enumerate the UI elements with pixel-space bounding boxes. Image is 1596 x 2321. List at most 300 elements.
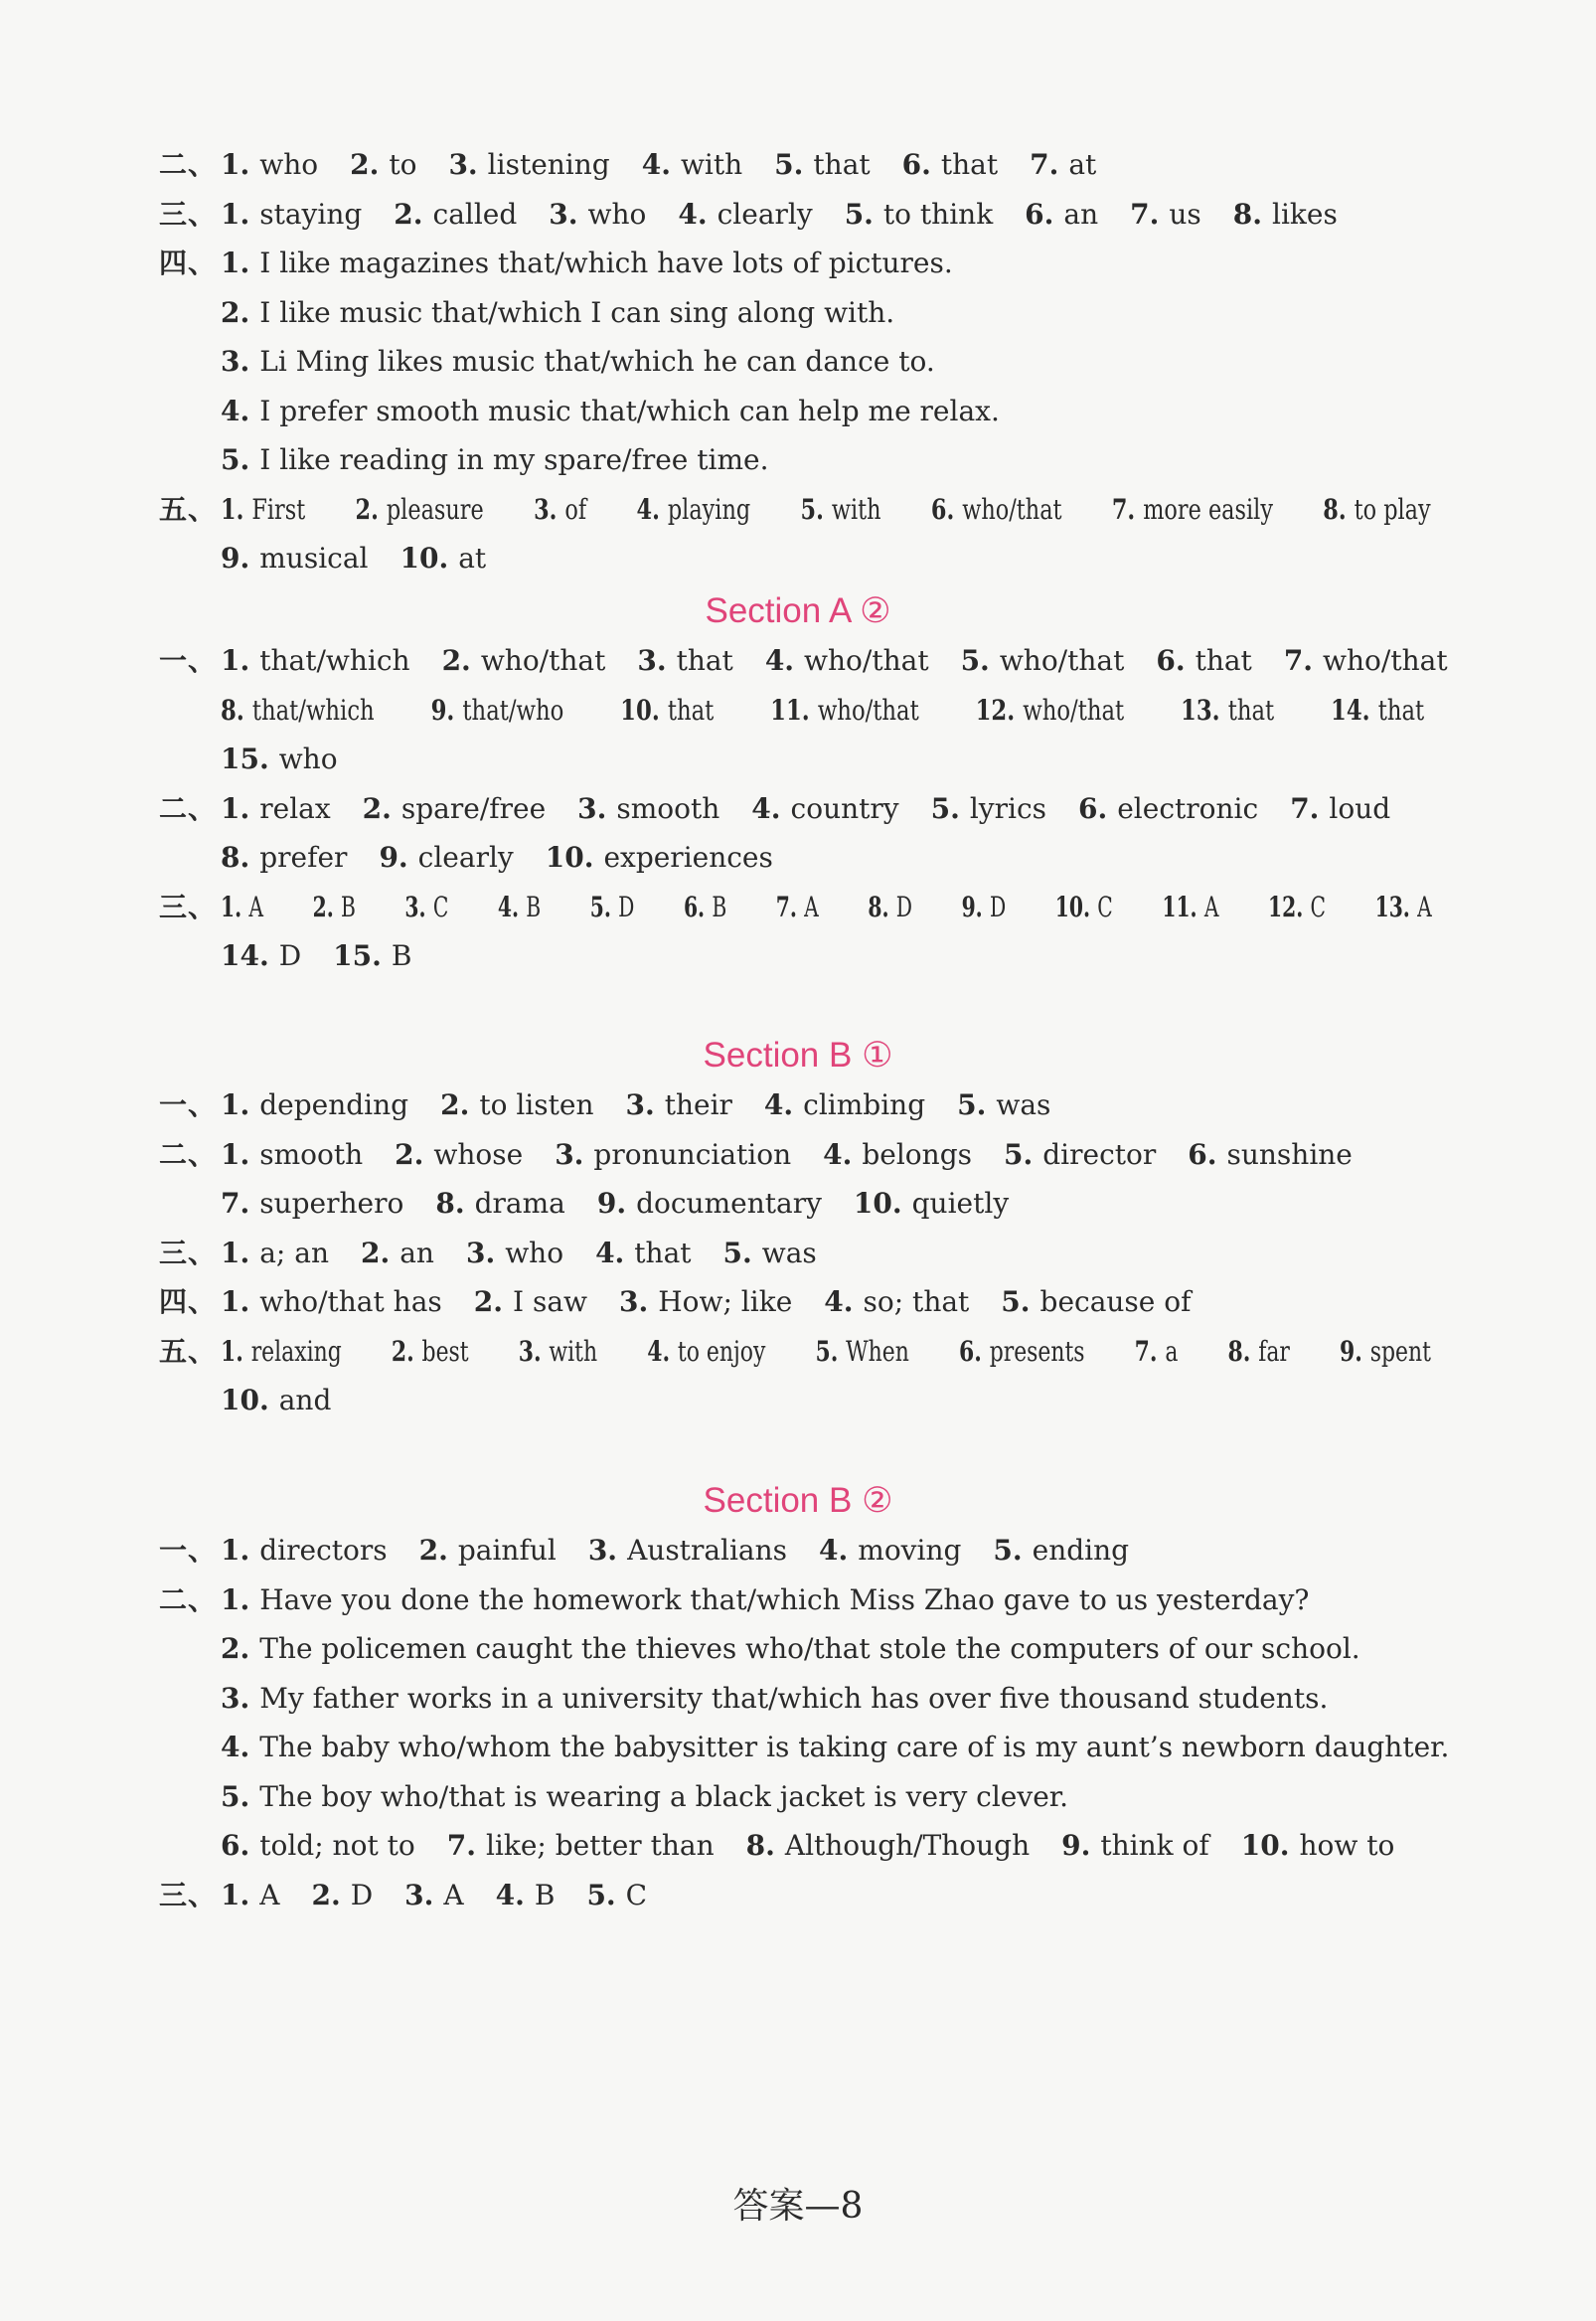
answer-text: a; an: [259, 1237, 329, 1269]
answer-text: relax: [259, 792, 331, 825]
answer-text: that: [1227, 694, 1275, 727]
answer-number: 2.: [394, 198, 423, 231]
answer-text: smooth: [259, 1138, 364, 1171]
answer-line: [0, 1179, 1596, 1229]
answer-number: 8.: [1232, 198, 1263, 231]
answer-item: [1112, 485, 1273, 535]
answer-text: lyrics: [969, 792, 1046, 825]
answer-text: D: [618, 891, 635, 923]
answer-line: [0, 1277, 1596, 1327]
answer-items: [221, 288, 926, 338]
answer-number: 2.: [355, 493, 379, 526]
answer-text: First: [251, 493, 306, 526]
answer-number: 2.: [311, 1879, 341, 1911]
answer-number: 1.: [221, 1583, 250, 1616]
answer-item: [637, 636, 732, 686]
answer-text: and: [278, 1384, 332, 1416]
answer-number: 4.: [221, 395, 250, 427]
answer-text: clearly: [417, 841, 514, 874]
answer-item: [555, 1130, 791, 1180]
exercise-label: 三、: [159, 1879, 218, 1911]
answer-number: 9.: [1061, 1829, 1091, 1862]
answer-text: to play: [1354, 493, 1431, 526]
answer-item: [221, 1229, 329, 1278]
answer-items: [221, 485, 1481, 535]
answer-number: 2.: [362, 792, 392, 825]
answer-item: [333, 931, 411, 981]
answer-text: A: [248, 891, 264, 923]
answer-number: 2.: [312, 891, 334, 923]
answer-text: C: [432, 891, 449, 923]
answer-text: that: [634, 1237, 692, 1269]
answer-text: playing: [667, 493, 751, 526]
exercise-label: 三、: [159, 198, 218, 231]
answer-line: [0, 1723, 1596, 1772]
answer-items: [221, 337, 967, 387]
answer-item: [647, 1327, 765, 1377]
answer-item: [221, 1327, 342, 1377]
answer-item: [466, 1229, 563, 1278]
answer-text: think of: [1100, 1829, 1209, 1862]
page-footer: 答案—8: [732, 2186, 864, 2227]
answer-text: spent: [1369, 1335, 1431, 1368]
answer-number: 8.: [221, 841, 250, 874]
answer-text: C: [1310, 891, 1327, 923]
answer-number: 10.: [221, 1384, 269, 1416]
answer-number: 2.: [221, 296, 250, 329]
answer-line: [0, 686, 1596, 736]
answer-number: 4.: [751, 792, 781, 825]
exercise-label: 二、: [159, 1583, 218, 1616]
answer-number: 8.: [745, 1829, 775, 1862]
answer-items: [221, 1624, 1392, 1674]
answer-number: 3.: [448, 148, 478, 181]
exercise-label: 四、: [159, 1285, 218, 1318]
answer-number: 3.: [555, 1138, 584, 1171]
answer-items: [221, 1821, 1426, 1871]
answer-number: 6.: [901, 148, 931, 181]
answer-item: [399, 534, 486, 583]
answer-items: [221, 1772, 1100, 1822]
answer-number: 5.: [800, 493, 824, 526]
answer-line: [0, 1376, 1596, 1425]
answer-item: [221, 1376, 331, 1425]
answer-text: D: [895, 891, 913, 923]
answer-number: 4.: [647, 1335, 671, 1368]
answer-text: Have you done the homework that/which Miss Zhao gave to us yesterday?: [259, 1583, 1310, 1616]
answer-item: [776, 883, 819, 932]
answer-text: like; better than: [485, 1829, 715, 1862]
answer-text: director: [1042, 1138, 1157, 1171]
answer-number: 5.: [722, 1237, 752, 1269]
answer-number: 5.: [957, 1088, 987, 1121]
answer-items: [221, 883, 1481, 932]
section-title: Section A ②: [705, 591, 891, 630]
answer-item: [363, 784, 547, 834]
answer-item: [1290, 784, 1390, 834]
exercise-label: 三、: [159, 891, 218, 923]
answer-line: [0, 387, 1596, 436]
answer-text: country: [790, 792, 899, 825]
answer-item: [1130, 190, 1201, 240]
answer-items: [221, 1080, 1082, 1130]
answer-number: 6.: [221, 1829, 250, 1862]
answer-text: The baby who/whom the babysitter is taking care of is my aunt’s newborn daughter.: [259, 1731, 1450, 1763]
answer-text: loud: [1329, 792, 1391, 825]
answer-item: [902, 140, 998, 190]
answer-text: When: [846, 1335, 909, 1368]
answer-item: [519, 1327, 597, 1377]
answer-text: staying: [259, 198, 363, 231]
answer-item: [221, 1526, 388, 1575]
answer-item: [221, 1080, 408, 1130]
answer-text: a: [1165, 1335, 1179, 1368]
answer-text: musical: [259, 542, 369, 575]
answer-number: 10.: [545, 841, 594, 874]
answer-text: an: [399, 1237, 434, 1269]
answer-item: [221, 1277, 442, 1327]
answer-number: 4.: [824, 1285, 854, 1318]
answer-line: [0, 883, 1596, 932]
answer-text: to listen: [479, 1088, 594, 1121]
answer-number: 7.: [775, 891, 797, 923]
answer-text: Australians: [627, 1534, 788, 1567]
answer-text: far: [1258, 1335, 1290, 1368]
answer-text: quietly: [911, 1187, 1010, 1220]
answer-number: 4.: [823, 1138, 853, 1171]
answer-item: [962, 883, 1007, 932]
answer-item: [448, 140, 609, 190]
answer-number: 3.: [577, 792, 607, 825]
answer-text: who/that has: [259, 1285, 442, 1318]
answer-number: 9.: [379, 841, 408, 874]
answer-line: [0, 1772, 1596, 1822]
answer-item: [1156, 636, 1251, 686]
answer-item: [442, 636, 606, 686]
answer-number: 5.: [960, 644, 990, 677]
answer-number: 9.: [1339, 1335, 1362, 1368]
answer-item: [770, 686, 919, 736]
answer-text: How; like: [658, 1285, 793, 1318]
answer-number: 6.: [1156, 644, 1186, 677]
section-title: Section B ②: [703, 1481, 893, 1520]
answer-line: [0, 485, 1596, 535]
answer-item: [395, 1130, 523, 1180]
answer-text: electronic: [1117, 792, 1259, 825]
answer-item: [845, 190, 993, 240]
answer-number: 1.: [221, 247, 250, 279]
answer-text: was: [996, 1088, 1051, 1121]
answer-item: [498, 883, 541, 932]
answer-text: that: [813, 148, 871, 181]
answer-item: [625, 1080, 731, 1130]
answer-item: [404, 1871, 463, 1920]
answer-text: C: [1097, 891, 1113, 923]
answer-item: [379, 833, 513, 883]
answer-number: 12.: [1268, 891, 1304, 923]
answer-line: [0, 1821, 1596, 1871]
answer-text: listening: [487, 148, 610, 181]
answer-item: [868, 883, 912, 932]
answer-item: [815, 1327, 908, 1377]
answer-text: called: [432, 198, 518, 231]
answer-number: 13.: [1374, 891, 1410, 923]
answer-item: [313, 883, 356, 932]
answer-text: sunshine: [1226, 1138, 1353, 1171]
answer-number: 7.: [1130, 198, 1160, 231]
answer-item: [221, 435, 768, 485]
answer-text: who/that: [1323, 644, 1448, 677]
answer-number: 12.: [975, 694, 1016, 727]
answer-item: [350, 140, 416, 190]
answer-text: relaxing: [250, 1335, 342, 1368]
answer-number: 6.: [1025, 198, 1054, 231]
answer-item: [221, 288, 894, 338]
answer-number: 10.: [1240, 1829, 1290, 1862]
answer-item: [361, 1229, 434, 1278]
answer-text: who: [505, 1237, 564, 1269]
answer-item: [221, 784, 331, 834]
answer-item: [221, 1871, 279, 1920]
answer-item: [221, 931, 301, 981]
answer-number: 5.: [1001, 1285, 1031, 1318]
answer-text: D: [989, 891, 1007, 923]
exercise-label: 三、: [159, 1237, 218, 1269]
answer-item: [404, 883, 448, 932]
answer-text: an: [1063, 198, 1099, 231]
answer-text: I saw: [513, 1285, 587, 1318]
answer-text: prefer: [259, 841, 348, 874]
answer-text: likes: [1272, 198, 1338, 231]
answer-number: 1.: [221, 792, 250, 825]
answer-text: to: [389, 148, 417, 181]
answer-text: whose: [433, 1138, 524, 1171]
answer-item: [474, 1277, 587, 1327]
answer-text: B: [526, 891, 542, 923]
answer-number: 15.: [221, 743, 269, 775]
answer-text: with: [549, 1335, 598, 1368]
answer-text: experiences: [603, 841, 773, 874]
answer-number: 4.: [763, 1088, 794, 1121]
answer-text: The boy who/that is wearing a black jacket is very clever.: [259, 1780, 1068, 1813]
answer-text: pronunciation: [593, 1138, 792, 1171]
answer-number: 10.: [620, 694, 660, 727]
answer-text: that: [1377, 694, 1425, 727]
answer-text: B: [712, 891, 727, 923]
answer-text: C: [625, 1879, 648, 1911]
answer-item: [221, 534, 368, 583]
answer-number: 4.: [678, 198, 708, 231]
answer-item: [1188, 1130, 1353, 1180]
answer-item: [636, 485, 750, 535]
answer-number: 10.: [1054, 891, 1091, 923]
answer-text: their: [664, 1088, 732, 1121]
answer-text: that/who: [462, 694, 564, 727]
answer-number: 1.: [221, 1335, 243, 1368]
answer-text: B: [391, 939, 412, 972]
answer-number: 1.: [221, 644, 250, 677]
answer-line: [0, 1229, 1596, 1278]
answer-items: [221, 931, 443, 981]
exercise-label: 五、: [159, 493, 218, 526]
answer-text: B: [340, 891, 356, 923]
answer-text: belongs: [862, 1138, 972, 1171]
answer-text: that/which: [251, 694, 375, 727]
answer-text: that: [940, 148, 999, 181]
answer-number: 5.: [774, 148, 804, 181]
answer-number: 9.: [961, 891, 983, 923]
answer-item: [1323, 485, 1430, 535]
answer-line: [0, 1130, 1596, 1180]
answer-item: [221, 1674, 1328, 1724]
answer-item: [221, 387, 1000, 436]
answer-text: superhero: [259, 1187, 404, 1220]
answer-text: because of: [1039, 1285, 1192, 1318]
answer-item: [588, 1526, 787, 1575]
answer-number: 3.: [587, 1534, 618, 1567]
answer-text: who/that: [480, 644, 606, 677]
answer-text: who/that: [999, 644, 1125, 677]
answer-items: [221, 1723, 1481, 1772]
answer-item: [1025, 190, 1098, 240]
answer-number: 2.: [391, 1335, 414, 1368]
answer-item: [931, 784, 1046, 834]
answer-number: 1.: [221, 891, 242, 923]
answer-item: [1375, 883, 1432, 932]
answer-text: presents: [989, 1335, 1085, 1368]
answer-text: who/that: [962, 493, 1062, 526]
answer-item: [746, 1821, 1031, 1871]
answer-text: A: [1417, 891, 1432, 923]
answer-text: that: [1195, 644, 1252, 677]
answer-item: [597, 1179, 822, 1229]
answer-item: [1241, 1821, 1395, 1871]
answer-items: [221, 1130, 1384, 1180]
answer-item: [819, 1526, 961, 1575]
answer-number: 3.: [221, 1682, 250, 1715]
answer-item: [394, 190, 517, 240]
answer-item: [824, 1277, 969, 1327]
answer-items: [221, 1327, 1481, 1377]
answer-number: 3.: [221, 345, 250, 378]
answer-number: 10.: [399, 542, 449, 575]
answer-number: 5.: [221, 443, 250, 476]
answer-text: A: [804, 891, 819, 923]
answer-number: 8.: [868, 891, 889, 923]
answer-item: [392, 1327, 469, 1377]
answer-item: [1078, 784, 1258, 834]
answer-number: 6.: [930, 493, 955, 526]
answer-item: [854, 1179, 1009, 1229]
answer-text: documentary: [636, 1187, 822, 1220]
answer-text: ending: [1032, 1534, 1130, 1567]
answer-number: 1.: [221, 1237, 250, 1269]
answer-item: [1340, 1327, 1431, 1377]
answer-item: [440, 1080, 593, 1130]
answer-text: with: [831, 493, 881, 526]
answer-item: [311, 1871, 373, 1920]
answer-text: with: [680, 148, 743, 181]
answer-number: 2.: [441, 644, 471, 677]
answer-number: 4.: [641, 148, 671, 181]
answer-number: 4.: [764, 644, 795, 677]
answer-text: of: [564, 493, 587, 526]
answer-number: 11.: [1162, 891, 1197, 923]
answer-line: [0, 636, 1596, 686]
answer-number: 5.: [844, 198, 874, 231]
answer-item: [221, 833, 347, 883]
answer-number: 1.: [221, 1534, 250, 1567]
section-title: Section B ①: [703, 1036, 893, 1075]
answer-text: I like music that/which I can sing along with.: [259, 296, 895, 329]
exercise-label: 一、: [159, 1534, 218, 1567]
answer-item: [496, 1871, 556, 1920]
answer-text: who/that: [804, 644, 929, 677]
answer-number: 6.: [1188, 1138, 1217, 1171]
answer-line: [0, 534, 1596, 583]
answer-item: [221, 1179, 403, 1229]
answer-number: 4.: [636, 493, 660, 526]
answer-text: drama: [474, 1187, 565, 1220]
answer-number: 15.: [333, 939, 382, 972]
answer-number: 1.: [221, 1879, 250, 1911]
answer-number: 13.: [1181, 694, 1220, 727]
answer-number: 8.: [1227, 1335, 1251, 1368]
answer-items: [221, 1376, 363, 1425]
exercise-label: 二、: [159, 148, 218, 181]
answer-number: 6.: [683, 891, 706, 923]
answer-number: 7.: [1290, 792, 1320, 825]
answer-text: who: [278, 743, 338, 775]
answer-number: 4.: [221, 1731, 250, 1763]
answer-number: 5.: [815, 1335, 839, 1368]
answer-item: [221, 140, 318, 190]
answer-item: [221, 686, 375, 736]
answer-items: [221, 239, 985, 288]
answer-items: [221, 784, 1422, 834]
answer-text: painful: [457, 1534, 557, 1567]
answer-item: [221, 1723, 1449, 1772]
answer-number: 10.: [853, 1187, 902, 1220]
answer-item: [221, 239, 953, 288]
answer-item: [1061, 1821, 1209, 1871]
answer-items: [221, 1277, 1223, 1327]
answer-number: 2.: [350, 148, 380, 181]
answer-item: [1004, 1130, 1156, 1180]
answer-item: [221, 1130, 363, 1180]
answer-item: [447, 1821, 715, 1871]
answer-item: [1135, 1327, 1179, 1377]
answer-line: [0, 239, 1596, 288]
answer-items: [221, 1229, 849, 1278]
answer-line: [0, 784, 1596, 834]
answer-number: 9.: [221, 542, 250, 575]
answer-item: [619, 1277, 792, 1327]
answer-text: A: [1203, 891, 1219, 923]
answer-text: at: [458, 542, 487, 575]
answer-number: 3.: [549, 198, 578, 231]
answer-text: more easily: [1143, 493, 1273, 526]
answer-number: 3.: [404, 1879, 434, 1911]
answer-item: [586, 1871, 647, 1920]
answer-number: 7.: [1134, 1335, 1158, 1368]
answer-number: 8.: [435, 1187, 465, 1220]
answer-text: smooth: [616, 792, 720, 825]
answer-number: 4.: [497, 891, 520, 923]
answer-item: [419, 1526, 557, 1575]
answer-text: I prefer smooth music that/which can help me relax.: [259, 395, 1000, 427]
answer-items: [221, 735, 370, 784]
